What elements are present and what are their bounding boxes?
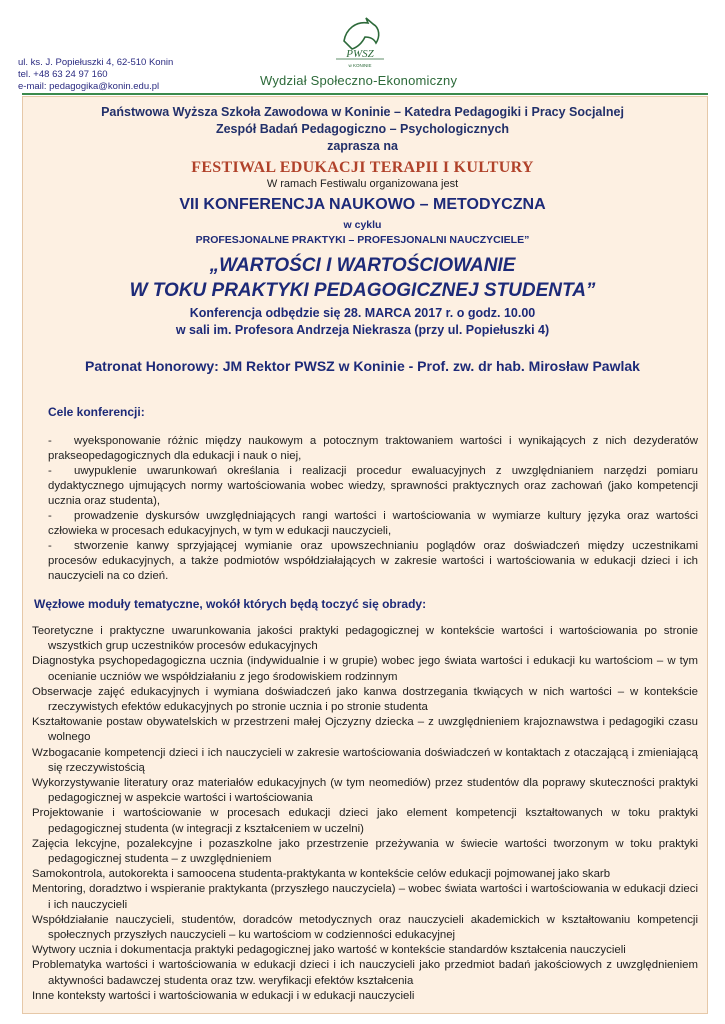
series-name: PROFESJONALNE PRAKTYKI – PROFESJONALNI NAUCZYCIELE”: [195, 234, 530, 246]
module-item: Obserwacje zajęć edukacyjnych i wymiana doświadczeń jako kanwa dostrzegania tkwiących w nich wartości – w kontekście rzeczywistych efektów edukacyjnych po stronie ucznia i po stronie studenta: [32, 685, 698, 714]
modules-list: [32, 624, 698, 1004]
pwsz-logo: [330, 15, 390, 73]
logo-text: PWSZ: [346, 48, 374, 60]
email-line: e-mail: pedagogika@konin.edu.pl: [18, 81, 160, 92]
goals-list: [48, 434, 698, 584]
module-item: Współdziałanie nauczycieli, studentów, doradców metodycznych oraz nauczycieli akademickich w kształtowaniu kompetencji społecznych przyszłych nauczycieli – ku wartościom w codzienności edukacyjnej: [32, 913, 698, 942]
goal-item: [48, 464, 698, 509]
header-divider: [22, 93, 708, 95]
theme-line-2: W TOKU PRAKTYKI PEDAGOGICZNEJ STUDENTA”: [129, 280, 596, 301]
invites-text: zaprasza na: [327, 139, 398, 153]
organizer-line-2: Zespół Badań Pedagogiczno – Psychologicznych: [215, 122, 510, 136]
phone-line: tel. +48 63 24 97 160: [18, 69, 108, 80]
dash-marker: -: [48, 465, 52, 477]
horse-head-icon: [344, 18, 379, 49]
module-item: Problematyka wartości i wartościowania w edukacji dzieci i ich nauczycieli jako przedmiot badań jakościowych z uwzględnieniem aktywności badawczej studenta oraz tzw. weryfikacji efektów kształcenia: [32, 959, 698, 987]
module-item: Samokontrola, autokorekta i samoocena studenta-praktykanta w kontekście celów edukacji pojmowanej jako skarb: [32, 868, 611, 881]
date-line: Konferencja odbędzie się 28. MARCA 2017 r. o godz. 10.00: [189, 306, 536, 320]
module-item: Zajęcia lekcyjne, pozalekcyjne i pozaszkolne jako przestrzenie przeżywania w świecie wartości tworzonym w toku praktyki pedagogicznej studenta – z uwzględnieniem: [32, 837, 698, 866]
address-block: [18, 57, 173, 93]
organizer-line-1: Państwowa Wyższa Szkoła Zawodowa w Koninie – Katedra Pedagogiki i Pracy Socjalnej: [101, 105, 624, 119]
place-line: w sali im. Profesora Andrzeja Niekrasza (przy ul. Popiełuszki 4): [175, 323, 550, 337]
goal-item: [48, 509, 698, 539]
module-item: Mentoring, doradztwo i wspieranie praktykanta (przyszłego nauczyciela) – wobec świata wartości i wartościowania w edukacji dzieci i ich nauczycieli: [32, 883, 698, 911]
goal-item: [48, 434, 698, 464]
logo-subtext: w KONINIE: [348, 63, 372, 68]
module-item: Teoretyczne i praktyczne uwarunkowania jakości praktyki pedagogicznej w kontekście wartości i wartościowania po stronie wszystkich grup uczestników procesów edukacyjnych: [32, 625, 698, 653]
module-item: Wytwory ucznia i dokumentacja praktyki pedagogicznej jako wartość w kontekście standardów kształcenia nauczycieli: [32, 944, 626, 957]
address-line: ul. ks. J. Popiełuszki 4, 62-510 Konin: [18, 57, 174, 68]
module-item: Kształtowanie postaw obywatelskich w przestrzeni małej Ojczyzny dziecka – z uwzględnieniem krajoznawstwa i pedagogiki czasu wolnego: [32, 716, 698, 744]
modules-heading: Węzłowe moduły tematyczne, wokół których będą toczyć się obrady:: [34, 597, 427, 611]
goal-text: stworzenie kanwy sprzyjającej wymianie oraz upowszechnianiu poglądów oraz doświadczeń między uczestnikami procesów edukacyjnych, a także podmiotów współdziałających w zakresie wartości i wartościowania w edukacji dzieci i ich nauczycieli na co dzień.: [48, 540, 698, 582]
dash-marker: -: [48, 510, 52, 522]
module-item: Inne konteksty wartości i wartościowania w edukacji i w edukacji nauczycieli: [32, 989, 415, 1002]
faculty-name: Wydział Społeczno-Ekonomiczny: [260, 73, 458, 88]
goal-text: uwypuklenie uwarunkowań określania i realizacji procedur ewaluacyjnych z uwzględnianiem narzędzi pomiaru dydaktycznego ujmujących normy wartościowania wobec wiedzy, sprawności praktycznych oraz zachowań (jako kompetencji ucznia oraz studenta),: [48, 465, 698, 507]
dash-marker: -: [48, 540, 52, 552]
conference-theme: [0, 253, 725, 303]
letterhead: [0, 0, 725, 100]
goals-heading: Cele konferencji:: [48, 405, 145, 419]
module-item: Diagnostyka psychopedagogiczna ucznia (indywidualnie i w grupie) wobec jego świata wartości i edukacji ku wartościom – w tym ocenianie uczniów we współdziałaniu z jego środowiskiem rodzinnym: [32, 655, 698, 683]
organizer: [0, 104, 725, 155]
goal-text: prowadzenie dyskursów uwzględniających rangi wartości i wartościowania w wymiarze kultury języka oraz wartości człowieka w procesach edukacyjnych, w tym w edukacji nauczycieli,: [48, 510, 698, 537]
module-item: Wykorzystywanie literatury oraz materiałów edukacyjnych (w tym neomediów) przez studentów dla poprawy skuteczności praktyki pedagogicznej w aspekcie wartości i wartościowania: [32, 777, 698, 805]
conference-title: VII KONFERENCJA NAUKOWO – METODYCZNA: [179, 196, 546, 213]
festival-title: FESTIWAL EDUKACJI TERAPII I KULTURY: [191, 159, 534, 176]
goal-text: wyeksponowanie różnic między naukowym a potocznym traktowaniem wartości i wynikających z nich dezyderatów prakseopedagogicznych dla edukacji i nauk o niej,: [48, 435, 698, 462]
theme-line-1: „WARTOŚCI I WARTOŚCIOWANIE: [209, 255, 516, 276]
date-place: [0, 305, 725, 339]
series-label: w cyklu: [343, 219, 382, 231]
goal-item: [48, 539, 698, 584]
dash-marker: -: [48, 435, 52, 447]
festival-subline: W ramach Festiwalu organizowana jest: [266, 178, 459, 190]
honorary-patronage: Patronat Honorowy: JM Rektor PWSZ w Koninie - Prof. zw. dr hab. Mirosław Pawlak: [85, 358, 640, 374]
module-item: Wzbogacanie kompetencji dzieci i ich nauczycieli w zakresie wartościowania doświadczeń w kontaktach z otaczającą i zmieniającą się rzeczywistością: [32, 746, 698, 774]
module-item: Projektowanie i wartościowanie w procesach edukacji dzieci jako element kompetencji kształtowanych w toku praktyki pedagogicznej studenta (w integracji z kształceniem w uczelni): [32, 807, 698, 835]
